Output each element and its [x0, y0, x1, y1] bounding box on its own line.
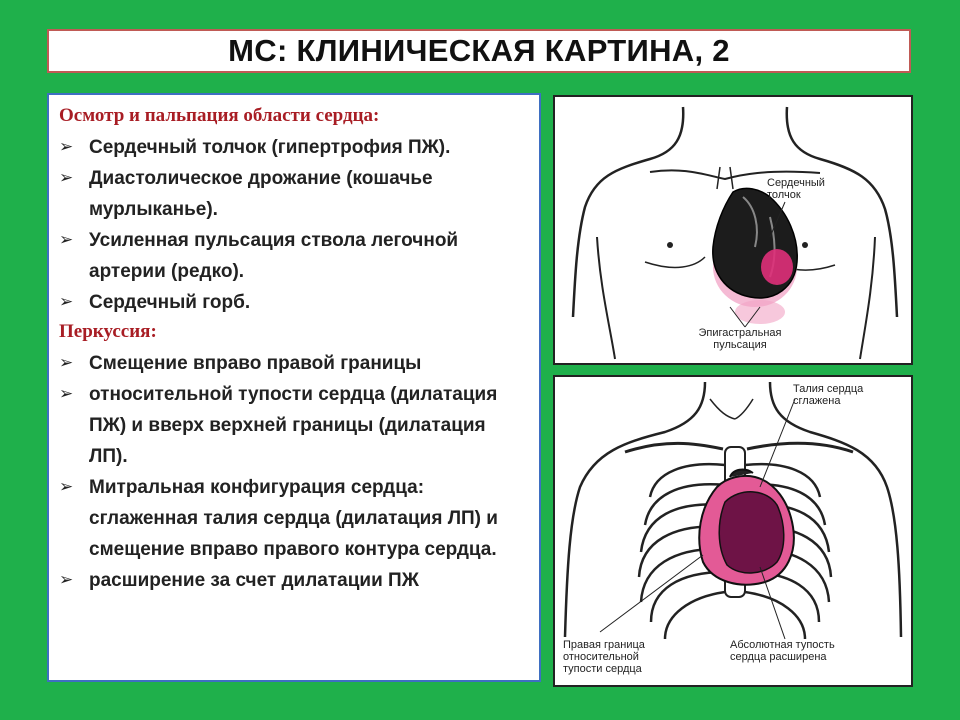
arrow-bullet-icon: ➢: [59, 353, 74, 373]
left-shoulder-outline: [573, 107, 683, 317]
list-item: [59, 163, 529, 225]
arrow-bullet-icon: ➢: [59, 384, 74, 404]
list-item: [59, 132, 529, 163]
list-item-text: Усиленная пульсация ствола легочной артерии (редко).: [89, 230, 459, 282]
arrow-bullet-icon: ➢: [59, 168, 74, 188]
arrow-bullet-icon: ➢: [59, 477, 74, 497]
section-heading-inspection: Осмотр и пальпация области сердца:: [59, 105, 380, 126]
list-item-text: Диастолическое дрожание (кошачье мурлыканье).: [89, 168, 433, 220]
label-heart-impulse: Сердечный толчок: [767, 177, 825, 201]
arrow-bullet-icon: ➢: [59, 570, 74, 590]
list-item-text: относительной тупости сердца (дилатация ПЖ) и вверх верхней границы (дилатация ЛП).: [89, 384, 498, 467]
list-item-text: Митральная конфигурация сердца: сглаженная талия сердца (дилатация ЛП) и смещение вправо правого контура сердца.: [89, 477, 498, 560]
right-shoulder-outline: [787, 107, 897, 317]
impulse-spot: [761, 249, 793, 285]
ribcage-heart-borders-figure: [553, 375, 913, 687]
list-item: [59, 225, 529, 287]
label-heart-waist: Талия сердца сглажена: [793, 383, 864, 407]
left-clavicle: [625, 443, 723, 452]
right-torso-outline: [860, 237, 875, 359]
label-absolute-dullness: Абсолютная тупость сердца расширена: [730, 639, 835, 663]
label-right-border: Правая граница относительной тупости сердца: [563, 639, 645, 675]
list-item-text: Смещение вправо правой границы: [89, 353, 422, 374]
epigastric-glow: [735, 300, 785, 324]
right-nipple: [802, 242, 808, 248]
arrow-bullet-icon: ➢: [59, 230, 74, 250]
left-torso-outline: [597, 237, 615, 359]
list-item: [59, 348, 529, 379]
torso-illustration: [555, 97, 911, 363]
section-heading-percussion: Перкуссия:: [59, 321, 157, 342]
title-box: [47, 29, 911, 73]
list-item: [59, 472, 529, 565]
torso-heart-impulse-figure: [553, 95, 913, 365]
text-panel: [47, 93, 541, 682]
page-title: МС: КЛИНИЧЕСКАЯ КАРТИНА, 2: [228, 33, 730, 68]
list-item: [59, 287, 529, 318]
list-item-text: расширение за счет дилатации ПЖ: [89, 570, 419, 591]
arrow-bullet-icon: ➢: [59, 137, 74, 157]
left-nipple: [667, 242, 673, 248]
list-item-text: Сердечный толчок (гипертрофия ПЖ).: [89, 137, 451, 158]
arrow-bullet-icon: ➢: [59, 292, 74, 312]
absolute-dullness-area: [719, 492, 784, 573]
label-epigastric-pulsation: Эпигастральная пульсация: [698, 327, 782, 351]
right-clavicle: [747, 443, 853, 452]
list-item-text: Сердечный горб.: [89, 292, 251, 313]
list-item: [59, 379, 529, 472]
list-item: [59, 565, 529, 596]
